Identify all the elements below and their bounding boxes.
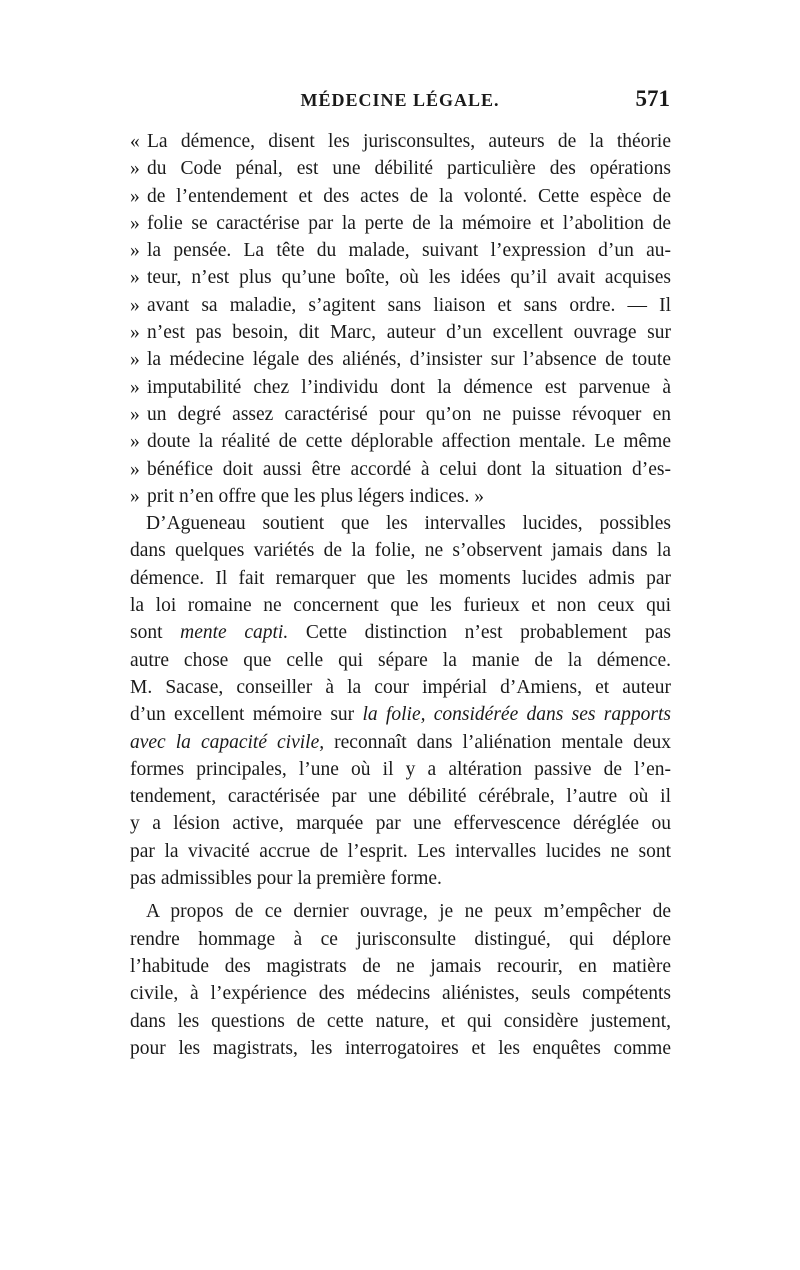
text-line: » bénéfice doit aussi être accordé à celui dont la situation d’es- xyxy=(130,456,671,483)
quote-continuation-mark: » xyxy=(130,322,140,344)
quote-continuation-mark: » xyxy=(130,294,140,316)
text-line: » un degré assez caractérisé pour qu’on ne puisse révoquer en xyxy=(130,401,671,428)
text-line: l’habitude des magistrats de ne jamais recourir, en matière xyxy=(130,955,671,977)
text-line: » folie se caractérise par la perte de la mémoire et l’abolition de xyxy=(130,210,671,237)
text-line: par la vivacité accrue de l’esprit. Les intervalles lucides ne sont xyxy=(130,840,671,862)
quote-continuation-mark: » xyxy=(130,403,140,425)
running-head xyxy=(130,86,670,120)
quote-continuation-mark: » xyxy=(130,212,140,234)
paragraph-dagueneau xyxy=(130,510,671,892)
quote-continuation-mark: » xyxy=(130,458,140,480)
text-line: A propos de ce dernier ouvrage, je ne peux m’empêcher de xyxy=(146,901,671,923)
text-line: avec la capacité civile, reconnaît dans l’aliénation mentale deux xyxy=(130,731,671,753)
quote-continuation-mark: » xyxy=(130,240,140,262)
text-line: » de l’entendement et des actes de la volonté. Cette espèce de xyxy=(130,183,671,210)
quote-continuation-mark: » xyxy=(130,185,140,207)
text-line: » la pensée. La tête du malade, suivant l’expression d’un au- xyxy=(130,237,671,264)
paragraph-a-propos xyxy=(130,898,671,1062)
text-line: formes principales, l’une où il y a altération passive de l’en- xyxy=(130,758,671,780)
text-line: » doute la réalité de cette déplorable affection mentale. Le même xyxy=(130,428,671,455)
paragraph-quotation xyxy=(130,128,671,510)
text-line: » avant sa maladie, s’agitent sans liaison et sans ordre. — Il xyxy=(130,292,671,319)
text-line: pas admissibles pour la première forme. xyxy=(130,868,442,890)
text-line: rendre hommage à ce jurisconsulte distingué, qui déplore xyxy=(130,928,671,950)
text-line: M. Sacase, conseiller à la cour impérial d’Amiens, et auteur xyxy=(130,676,671,698)
italic-book-title: la folie, considérée dans ses rapports xyxy=(362,704,671,726)
text-line: sont mente capti. Cette distinction n’est probablement pas xyxy=(130,622,671,644)
text-line: » n’est pas besoin, dit Marc, auteur d’un excellent ouvrage sur xyxy=(130,319,671,346)
closing-quote-mark: » xyxy=(474,485,485,507)
italic-phrase: mente capti. xyxy=(180,622,289,644)
quote-continuation-mark: » xyxy=(130,158,140,180)
quote-continuation-mark: » xyxy=(130,349,140,371)
text-line: » prit n’en offre que les plus légers indices. » xyxy=(130,483,671,510)
text-line: pour les magistrats, les interrogatoires et les enquêtes comme xyxy=(130,1037,671,1059)
text-line: dans quelques variétés de la folie, ne s’observent jamais dans la xyxy=(130,540,671,562)
quote-continuation-mark: » xyxy=(130,376,140,398)
quote-continuation-mark: » xyxy=(130,485,140,507)
text-line: » teur, n’est plus qu’une boîte, où les idées qu’il avait acquises xyxy=(130,264,671,291)
italic-book-title: avec la capacité civile, xyxy=(130,731,325,753)
text-line: » imputabilité chez l’individu dont la démence est parvenue à xyxy=(130,374,671,401)
text-line: la loi romaine ne concernent que les furieux et non ceux qui xyxy=(130,595,671,617)
body-text xyxy=(130,128,671,1062)
text-line: tendement, caractérisée par une débilité cérébrale, l’autre où il xyxy=(130,786,671,808)
opening-quote-mark: « xyxy=(130,131,140,152)
quote-continuation-mark: » xyxy=(130,431,140,453)
text-line: autre chose que celle qui sépare la manie de la démence. xyxy=(130,649,671,671)
text-line: « La démence, disent les jurisconsultes, auteurs de la théorie xyxy=(130,128,671,155)
text-line: » la médecine légale des aliénés, d’insister sur l’absence de toute xyxy=(130,346,671,373)
text-line: démence. Il fait remarquer que les moments lucides admis par xyxy=(130,567,671,589)
text-line: y a lésion active, marquée par une effervescence déréglée ou xyxy=(130,813,671,835)
text-line: d’un excellent mémoire sur la folie, considérée dans ses rapports xyxy=(130,704,671,726)
text-line: D’Agueneau soutient que les intervalles lucides, possibles xyxy=(146,513,671,535)
text-line: dans les questions de cette nature, et qui considère justement, xyxy=(130,1010,671,1032)
page-number: 571 xyxy=(635,86,670,111)
text-line: civile, à l’expérience des médecins aliénistes, seuls compétents xyxy=(130,983,671,1005)
text-line: » du Code pénal, est une débilité particulière des opérations xyxy=(130,155,671,182)
quote-continuation-mark: » xyxy=(130,267,140,289)
running-title: MÉDECINE LÉGALE. xyxy=(300,90,500,110)
